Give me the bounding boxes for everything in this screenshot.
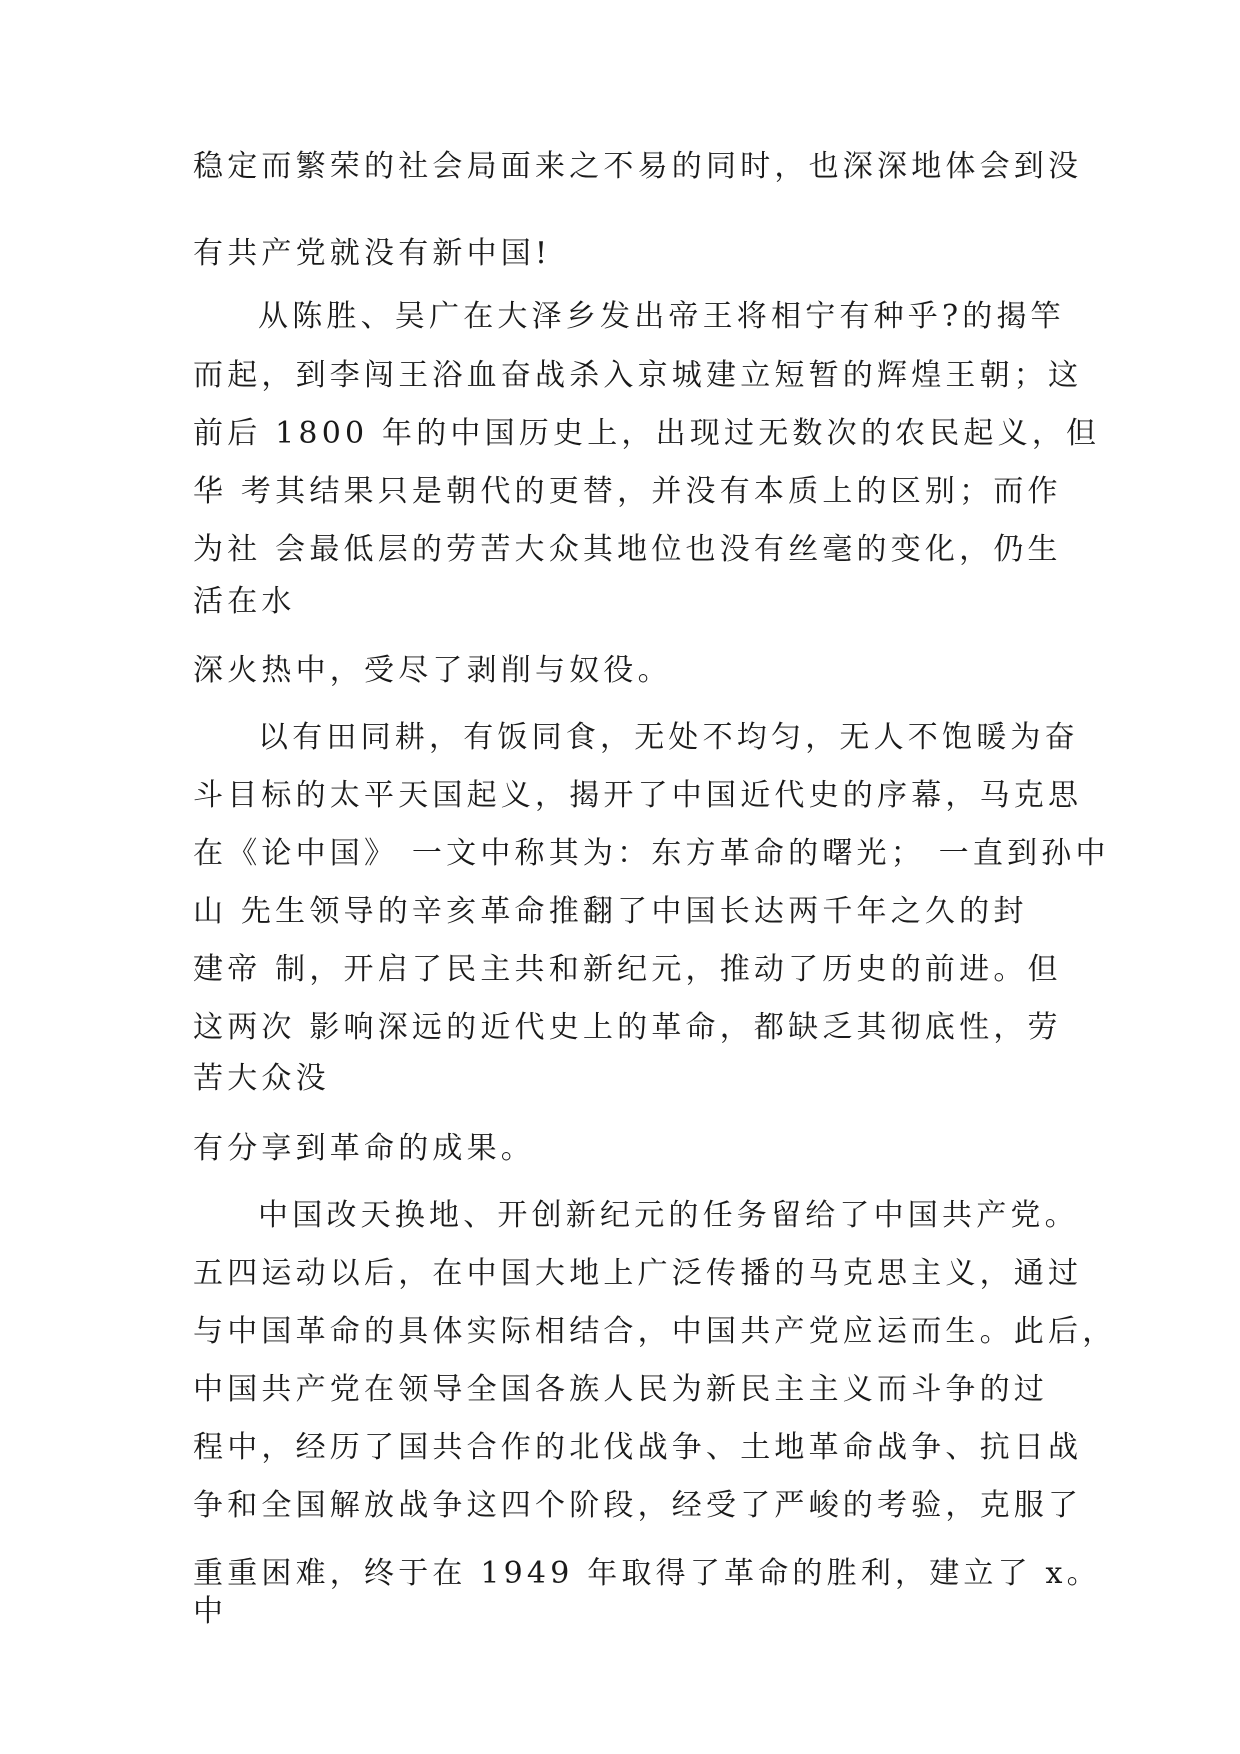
- text-line: 从陈胜、吴广在大泽乡发出帝王将相宁有种乎?的揭竿: [258, 299, 1065, 334]
- text-line: 在《论中国》 一文中称其为：东方革命的曙光； 一直到孙中: [193, 836, 1110, 871]
- text-line: 山 先生领导的辛亥革命推翻了中国长达两千年之久的封: [193, 894, 1028, 929]
- text-line: 以有田同耕，有饭同食，无处不均匀，无人不饱暖为奋: [258, 720, 1079, 755]
- text-line: 华 考其结果只是朝代的更替，并没有本质上的区别；而作: [193, 474, 1062, 509]
- text-line: 重重困难，终于在 1949 年取得了革命的胜利，建立了 x。: [193, 1556, 1101, 1591]
- text-line: 这两次 影响深远的近代史上的革命，都缺乏其彻底性，劳: [193, 1010, 1062, 1045]
- text-line: 而起，到李闯王浴血奋战杀入京城建立短暂的辉煌王朝；这: [193, 358, 1083, 393]
- text-line: 争和全国解放战争这四个阶段，经受了严峻的考验，克服了: [193, 1488, 1083, 1523]
- text-line: 程中，经历了国共合作的北伐战争、土地革命战争、抗日战: [193, 1430, 1083, 1465]
- text-line: 五四运动以后，在中国大地上广泛传播的马克思主义，通过: [193, 1256, 1083, 1291]
- text-line: 斗目标的太平天国起义，揭开了中国近代史的序幕，马克思: [193, 778, 1083, 813]
- text-line: 有共产党就没有新中国!: [193, 236, 552, 271]
- text-line: 活在水: [193, 584, 296, 619]
- text-line: 深火热中，受尽了剥削与奴役。: [193, 653, 672, 688]
- text-line: 建帝 制，开启了民主共和新纪元，推动了历史的前进。但: [193, 952, 1062, 987]
- text-line: 中国共产党在领导全国各族人民为新民主主义而斗争的过: [193, 1372, 1048, 1407]
- text-line: 前后 1800 年的中国历史上，出现过无数次的农民起义，但: [193, 416, 1101, 451]
- text-line: 为社 会最低层的劳苦大众其地位也没有丝毫的变化，仍生: [193, 532, 1062, 567]
- text-line: 有分享到革命的成果。: [193, 1131, 535, 1166]
- text-line: 中: [193, 1594, 228, 1629]
- text-line: 苦大众没: [193, 1061, 330, 1096]
- text-line: 中国改天换地、开创新纪元的任务留给了中国共产党。: [258, 1198, 1079, 1233]
- text-line: 稳定而繁荣的社会局面来之不易的同时，也深深地体会到没: [193, 149, 1083, 184]
- text-line: 与中国革命的具体实际相结合，中国共产党应运而生。此后，: [193, 1314, 1117, 1349]
